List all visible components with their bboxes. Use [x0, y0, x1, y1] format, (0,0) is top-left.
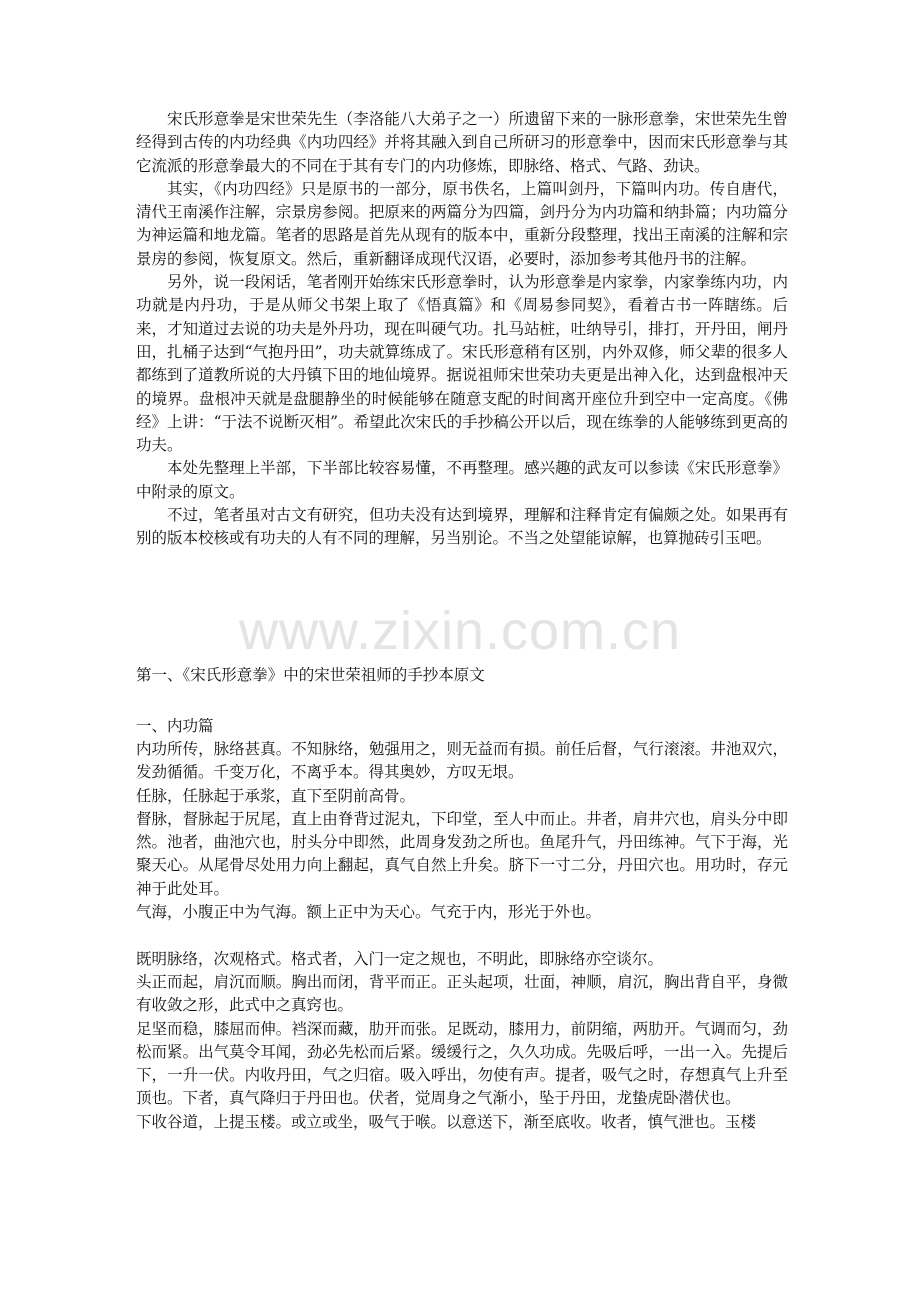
- part-heading: 一、内功篇: [136, 717, 214, 735]
- section-title: 第一、《宋氏形意拳》中的宋世荣祖师的手抄本原文: [136, 666, 485, 684]
- classic-paragraph: 内功所传，脉络甚真。不知脉络，勉强用之，则无益而有损。前任后督，气行滚滚。井池双穴，发劲循循。千变万化，不离乎本。得其奥妙，方叹无垠。: [136, 740, 788, 782]
- intro-paragraph: 不过，笔者虽对古文有研究，但功夫没有达到境界，理解和注释肯定有偏颇之处。如果再有别的版本校核或有功夫的人有不同的理解，另当别论。不当之处望能谅解，也算抛砖引玉吧。: [136, 506, 788, 548]
- classic-text: [136, 738, 788, 1134]
- intro-paragraphs: [136, 108, 788, 551]
- classic-paragraph: 任脉，任脉起于承浆，直下至阴前高骨。: [136, 786, 416, 805]
- classic-paragraph: 足坚而稳，膝屈而伸。裆深而藏，肋开而张。足既动，膝用力，前阴缩，两肋开。气调而匀，劲松而紧。出气莫令耳闻，劲必先松而后紧。缓缓行之，久久功成。先吸后呼，一出一入。先提后下，一升一伏。内收丹田，气之归宿。吸入呼出，勿使有声。提者，吸气之时，存想真气上升至顶也。下者，真气降归于丹田也。伏者，觉周身之气渐小，坠于丹田，龙蛰虎卧潜伏也。: [136, 1019, 788, 1108]
- intro-section: [136, 108, 788, 551]
- classic-paragraph: 既明脉络，次观格式。格式者，入门一定之规也，不明此，即脉络亦空谈尔。: [136, 949, 664, 968]
- intro-paragraph: 本处先整理上半部，下半部比较容易懂，不再整理。感兴趣的武友可以参读《宋氏形意拳》中附录的原文。: [136, 459, 788, 501]
- intro-paragraph: 另外，说一段闲话，笔者刚开始练宋氏形意拳时，认为形意拳是内家拳，内家拳练内功，内功就是内丹功，于是从师父书架上取了《悟真篇》和《周易参同契》，看着古书一阵瞎练。后来，才知道过去说的功夫是外丹功，现在叫硬气功。扎马站桩，吐纳导引，排打，开丹田，闸丹田，扎桶子达到“气抱丹田”，功夫就算练成了。宋氏形意稍有区别，内外双修，师父辈的很多人都练到了道教所说的大丹镇下田的地仙境界。据说祖师宋世荣功夫更是出神入化，达到盘根冲天的境界。盘根冲天就是盘腿静坐的时候能够在随意支配的时间离开座位升到空中一定高度。《佛经》上讲：“于法不说断灭相”。希望此次宋氏的手抄稿公开以后，现在练拳的人能够练到更高的功夫。: [136, 273, 788, 455]
- intro-paragraph: 其实，《内功四经》只是原书的一部分，原书佚名，上篇叫剑丹，下篇叫内功。传自唐代，清代王南溪作注解，宗景房参阅。把原来的两篇分为四篇，剑丹分为内功篇和纳卦篇；内功篇分为神运篇和地龙篇。笔者的思路是首先从现有的版本中，重新分段整理，找出王南溪的注解和宗景房的参阅，恢复原文。然后，重新翻译成现代汉语，必要时，添加参考其他丹书的注解。: [136, 179, 788, 268]
- paragraph-gap: [136, 924, 788, 947]
- classic-paragraph: 督脉，督脉起于尻尾，直上由脊背过泥丸，下印堂，至人中而止。井者，肩井穴也，肩头分中即然。池者，曲池穴也，肘头分中即然，此周身发劲之所也。鱼尾升气，丹田练神。气下于海，光聚天心。从尾骨尽处用力向上翻起，真气自然上升矣。脐下一寸二分，丹田穴也。用功时，存元神于此处耳。: [136, 809, 788, 898]
- classic-paragraph: 下收谷道，上提玉楼。或立或坐，吸气于喉。以意送下，渐至底收。收者，慎气泄也。玉楼: [136, 1112, 757, 1131]
- classic-paragraph: 头正而起，肩沉而顺。胸出而闭，背平而正。正头起项，壮面，神顺，肩沉，胸出背自平，身微有收敛之形，此式中之真窍也。: [136, 972, 788, 1015]
- classic-paragraph: 气海，小腹正中为气海。额上正中为天心。气充于内，形光于外也。: [136, 903, 602, 922]
- intro-paragraph: 宋氏形意拳是宋世荣先生（李洛能八大弟子之一）所遗留下来的一脉形意拳，宋世荣先生曾经得到古传的内功经典《内功四经》并将其融入到自己所研习的形意拳中，因而宋氏形意拳与其它流派的形意拳最大的不同在于其有专门的内功修炼，即脉络、格式、气路、劲诀。: [136, 110, 788, 175]
- watermark: www.zixin.com.cn: [238, 601, 682, 661]
